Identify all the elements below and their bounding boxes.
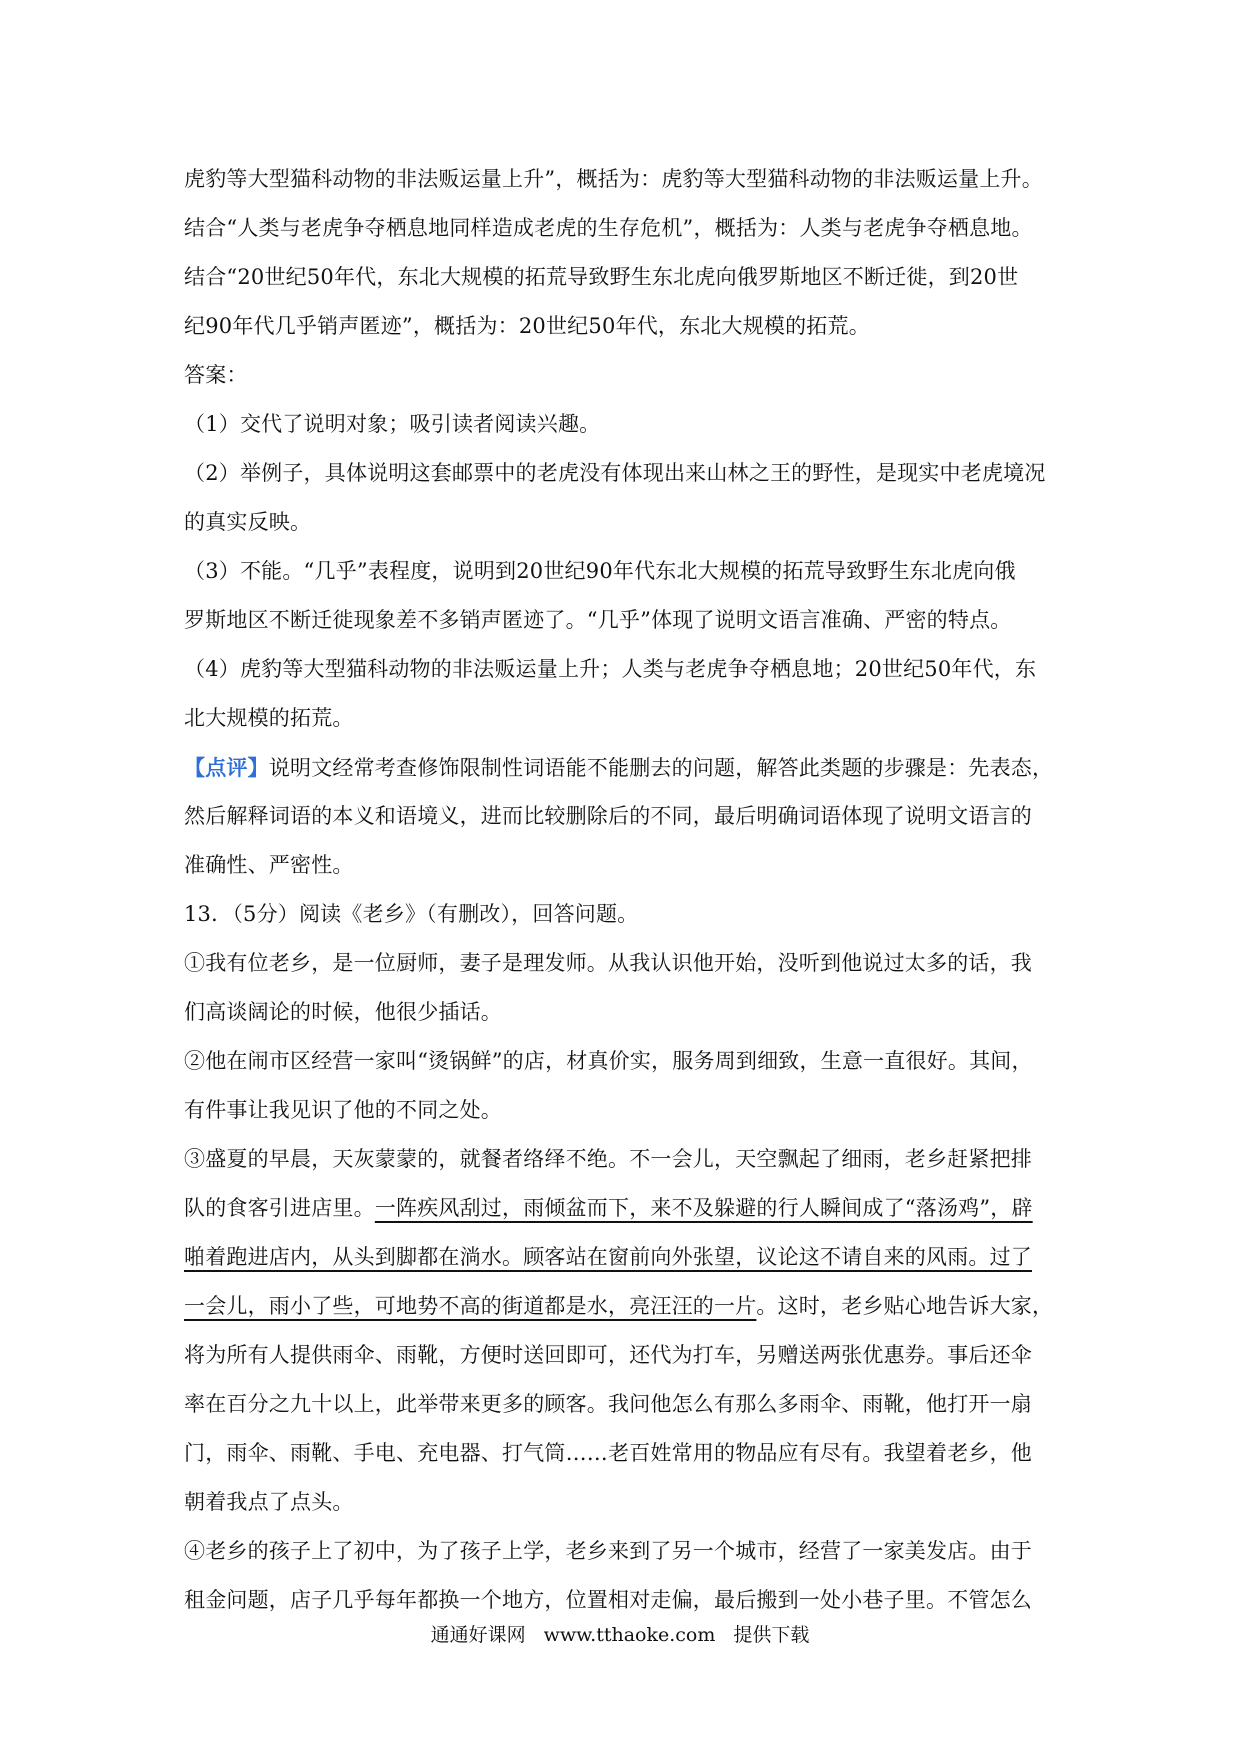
footer-url[interactable]: www.tthaoke.com <box>543 1624 716 1646</box>
paragraph-3 <box>184 1282 1060 1331</box>
paragraph-3: 门，雨伞、雨靴、手电、充电器、打气筒……老百姓常用的物品应有尽有。我望着老乡，他 <box>184 1441 1032 1465</box>
comment-tag: 【点评】 <box>184 755 269 780</box>
question-title: 13．（5分）阅读《老乡》（有删改），回答问题。 <box>184 902 639 926</box>
paragraph-3 <box>184 1233 1060 1282</box>
answer-heading: 答案： <box>184 363 248 387</box>
paragraph-1: ①我有位老乡，是一位厨师，妻子是理发师。从我认识他开始，没听到他说过太多的话，我 <box>184 951 1032 975</box>
footer-note: 提供下载 <box>733 1624 810 1646</box>
paragraph-3: 率在百分之九十以上，此举带来更多的顾客。我问他怎么有那么多雨伞、雨靴，他打开一扇 <box>184 1392 1032 1416</box>
text-line: 纪90年代几乎销声匿迹”，概括为：20世纪50年代，东北大规模的拓荒。 <box>184 314 870 338</box>
text-line: 结合“20世纪50年代，东北大规模的拓荒导致野生东北虎向俄罗斯地区不断迁徙，到20世 <box>184 265 1019 289</box>
comment-line <box>184 743 1060 792</box>
page-footer <box>0 1620 1240 1647</box>
paragraph-3: 朝着我点了点头。 <box>184 1490 354 1514</box>
plain-text: 。这时，老乡贴心地告诉大家， <box>756 1294 1054 1318</box>
underlined-text: 一会儿，雨小了些，可地势不高的街道都是水，亮汪汪的一片 <box>184 1294 757 1318</box>
comment-line: 准确性、严密性。 <box>184 853 354 877</box>
answer-2: （2）举例子，具体说明这套邮票中的老虎没有体现出来山林之王的野性，是现实中老虎境况 <box>184 461 1046 485</box>
underlined-text: 啪着跑进店内，从头到脚都在淌水。顾客站在窗前向外张望，议论这不请自来的风雨。过了 <box>184 1245 1032 1269</box>
paragraph-2: ②他在闹市区经营一家叫“烫锅鲜”的店，材真价实，服务周到细致，生意一直很好。其间， <box>184 1049 1033 1073</box>
answer-3: （3）不能。“几乎”表程度，说明到20世纪90年代东北大规模的拓荒导致野生东北虎向俄 <box>184 559 1016 583</box>
comment-text: 说明文经常考查修饰限制性词语能不能删去的问题，解答此类题的步骤是：先表态， <box>268 756 1054 780</box>
paragraph-3: 将为所有人提供雨伞、雨靴，方便时送回即可，还代为打车，另赠送两张优惠券。事后还伞 <box>184 1343 1032 1367</box>
text-line: 虎豹等大型猫科动物的非法贩运量上升”，概括为：虎豹等大型猫科动物的非法贩运量上升。 <box>184 167 1043 191</box>
answer-4: （4）虎豹等大型猫科动物的非法贩运量上升；人类与老虎争夺栖息地；20世纪50年代，东 <box>184 657 1037 681</box>
footer-site: 通通好课网 <box>430 1624 526 1646</box>
text-line: 结合“人类与老虎争夺栖息地同样造成老虎的生存危机”，概括为：人类与老虎争夺栖息地。 <box>184 216 1033 240</box>
paragraph-4: 租金问题，店子几乎每年都换一个地方，位置相对走偏，最后搬到一处小巷子里。不管怎么 <box>184 1588 1032 1612</box>
underlined-text: 一阵疾风刮过，雨倾盆而下，来不及躲避的行人瞬间成了“落汤鸡”，辟 <box>374 1196 1033 1220</box>
paragraph-1: 们高谈阔论的时候，他很少插话。 <box>184 1000 502 1024</box>
answer-3-cont: 罗斯地区不断迁徙现象差不多销声匿迹了。“几乎”体现了说明文语言准确、严密的特点。 <box>184 608 1012 632</box>
paragraph-3 <box>184 1184 1060 1233</box>
answer-2-cont: 的真实反映。 <box>184 510 312 534</box>
paragraph-3: ③盛夏的早晨，天灰蒙蒙的，就餐者络绎不绝。不一会儿，天空飘起了细雨，老乡赶紧把排 <box>184 1147 1032 1171</box>
answer-1: （1）交代了说明对象；吸引读者阅读兴趣。 <box>184 412 601 436</box>
comment-line: 然后解释词语的本义和语境义，进而比较删除后的不同，最后明确词语体现了说明文语言的 <box>184 804 1032 828</box>
document-body <box>184 155 1060 1625</box>
plain-text: 队的食客引进店里。 <box>184 1196 375 1220</box>
paragraph-4: ④老乡的孩子上了初中，为了孩子上学，老乡来到了另一个城市，经营了一家美发店。由于 <box>184 1539 1032 1563</box>
answer-4-cont: 北大规模的拓荒。 <box>184 706 354 730</box>
paragraph-2: 有件事让我见识了他的不同之处。 <box>184 1098 502 1122</box>
